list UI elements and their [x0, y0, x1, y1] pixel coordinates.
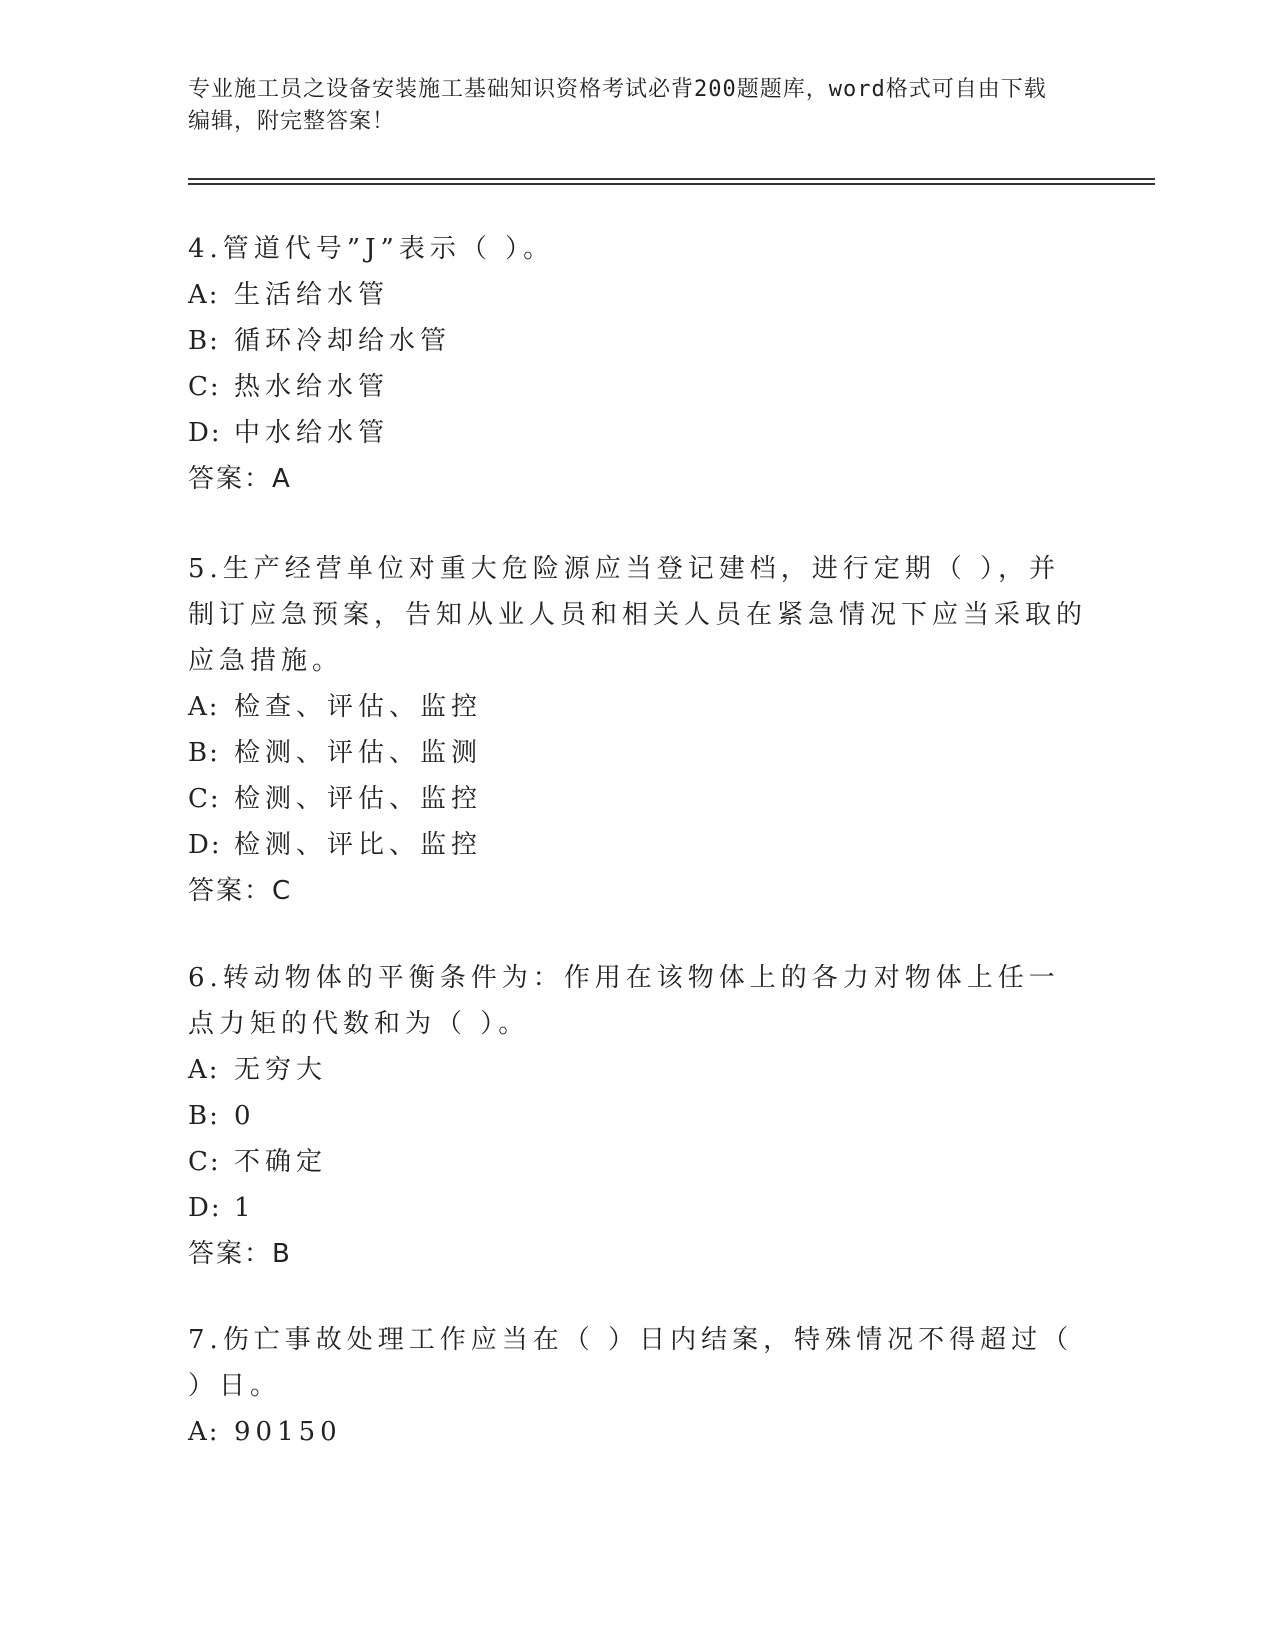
option-b — [188, 318, 1088, 364]
option-a — [188, 1047, 1088, 1093]
option-letter: C: — [188, 372, 221, 402]
document-header: 专业施工员之设备安装施工基础知识资格考试必背200题题库，word格式可自由下载编辑，附完整答案！ — [188, 77, 1047, 134]
question-stem: 4.管道代号”J”表示（ ）。 — [188, 234, 555, 264]
option-a — [188, 272, 1088, 318]
option-text: 检测、评估、监控 — [234, 784, 483, 814]
header-divider-bottom — [188, 183, 1155, 185]
option-text: 无穷大 — [234, 1055, 328, 1085]
option-d — [188, 1185, 1088, 1231]
question-stem: 7.伤亡事故处理工作应当在（ ）日内结案，特殊情况不得超过（ ）日。 — [188, 1325, 1074, 1401]
option-c — [188, 1139, 1088, 1185]
option-b — [188, 1093, 1088, 1139]
option-letter: A: — [188, 280, 220, 310]
option-text: 不确定 — [234, 1147, 328, 1177]
option-text: 检测、评估、监测 — [234, 738, 483, 768]
option-text: 中水给水管 — [234, 418, 390, 448]
option-letter: D: — [188, 1193, 222, 1223]
option-a — [188, 1409, 1088, 1455]
option-d — [188, 822, 1088, 868]
option-letter: A: — [188, 1055, 220, 1085]
option-text: 1 — [234, 1193, 256, 1223]
option-d — [188, 410, 1088, 456]
answer: 答案：B — [188, 1239, 292, 1269]
option-text: 0 — [234, 1101, 256, 1131]
option-c — [188, 364, 1088, 410]
option-letter: B: — [188, 326, 220, 356]
header-divider-top — [188, 178, 1155, 180]
option-text: 检查、评估、监控 — [234, 692, 483, 722]
question-6 — [188, 955, 1088, 1277]
option-letter: C: — [188, 784, 221, 814]
option-letter: B: — [188, 738, 220, 768]
option-c — [188, 776, 1088, 822]
answer: 答案：C — [188, 876, 293, 906]
option-text: 热水给水管 — [234, 372, 390, 402]
option-text: 90150 — [234, 1417, 342, 1447]
option-text: 生活给水管 — [234, 280, 390, 310]
option-letter: A: — [188, 1417, 220, 1447]
option-letter: B: — [188, 1101, 220, 1131]
question-4 — [188, 226, 1088, 502]
option-b — [188, 730, 1088, 776]
answer: 答案：A — [188, 464, 292, 494]
option-letter: D: — [188, 830, 222, 860]
option-a — [188, 684, 1088, 730]
option-letter: D: — [188, 418, 222, 448]
option-text: 循环冷却给水管 — [234, 326, 452, 356]
question-7 — [188, 1317, 1088, 1455]
question-stem: 5.生产经营单位对重大危险源应当登记建档，进行定期（ ），并制订应急预案，告知从业人员和相关人员在紧急情况下应当采取的应急措施。 — [188, 554, 1088, 676]
option-text: 检测、评比、监控 — [234, 830, 483, 860]
question-5 — [188, 546, 1088, 914]
question-stem: 6.转动物体的平衡条件为：作用在该物体上的各力对物体上任一点力矩的代数和为（ ）。 — [188, 963, 1060, 1039]
option-letter: A: — [188, 692, 220, 722]
option-letter: C: — [188, 1147, 221, 1177]
